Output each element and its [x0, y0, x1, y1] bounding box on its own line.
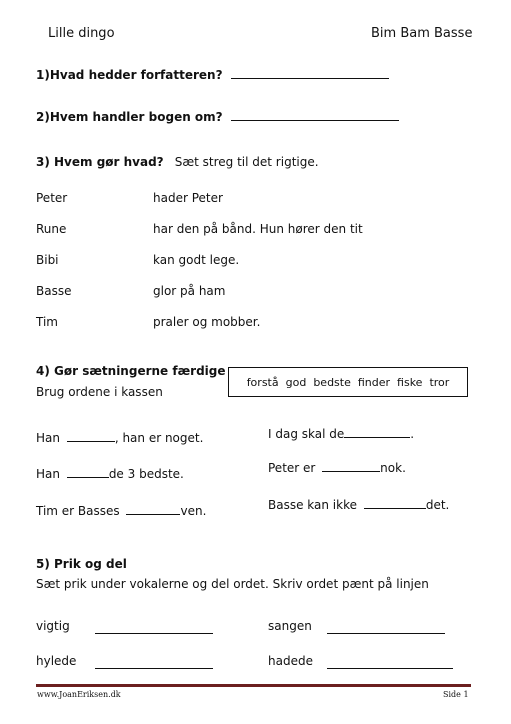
blank-line: [67, 467, 109, 478]
sentence-text: Tim er Basses: [36, 504, 120, 518]
footer-website: www.JoanEriksen.dk: [37, 690, 121, 699]
sentence-text: Han: [36, 467, 60, 481]
sentence-right-1: [268, 427, 414, 441]
blank-line: [322, 461, 380, 472]
sentence-text: I dag skal de: [268, 427, 345, 441]
word-box-item: tror: [429, 375, 450, 389]
action-4: glor på ham: [153, 284, 226, 298]
action-5: praler og mobber.: [153, 315, 261, 329]
sentence-text: .: [410, 427, 415, 441]
word-box-item: fiske: [397, 375, 423, 389]
sentence-text: Peter er: [268, 461, 316, 475]
name-basse: Basse: [36, 284, 72, 298]
word-vigtig: vigtig: [36, 619, 70, 633]
blank-line: [126, 504, 180, 515]
sentence-left-3: [36, 504, 206, 518]
write-line: [95, 654, 213, 673]
word-sangen: sangen: [268, 619, 312, 633]
name-rune: Rune: [36, 222, 67, 236]
question-1-text: 1)Hvad hedder forfatteren?: [36, 68, 223, 82]
sentence-left-2: [36, 467, 184, 481]
blank-line: [67, 431, 115, 442]
sentence-text: Han: [36, 431, 60, 445]
header-title-right: Bim Bam Basse: [371, 26, 473, 41]
question-5-instruction: Sæt prik under vokalerne og del ordet. Skriv ordet pænt på linjen: [36, 577, 429, 591]
question-5-title: 5) Prik og del: [36, 557, 127, 571]
word-box-item: bedste: [313, 375, 351, 389]
name-peter: Peter: [36, 191, 68, 205]
write-line: [327, 654, 453, 673]
sentence-text: det.: [425, 498, 450, 512]
blank-line: [344, 427, 410, 438]
word-hadede: hadede: [268, 654, 313, 668]
word-box-item: finder: [357, 375, 391, 389]
action-3: kan godt lege.: [153, 253, 240, 267]
word-box: [228, 367, 468, 397]
question-3-instruction: Sæt streg til det rigtige.: [174, 155, 319, 169]
word-hylede: hylede: [36, 654, 77, 668]
blank-line: [364, 498, 426, 509]
sentence-text: Basse kan ikke: [268, 498, 357, 512]
footer-page-number: Side 1: [443, 690, 469, 699]
action-1: hader Peter: [153, 191, 223, 205]
answer-line-2: [231, 110, 399, 121]
sentence-text: , han er noget.: [114, 431, 204, 445]
header-title-left: Lille dingo: [48, 26, 115, 41]
question-4-title: 4) Gør sætningerne færdige: [36, 364, 226, 378]
sentence-text: ven.: [180, 504, 207, 518]
sentence-text: de 3 bedste.: [108, 467, 184, 481]
question-2: [36, 110, 399, 124]
name-bibi: Bibi: [36, 253, 59, 267]
word-box-item: forstå: [246, 375, 279, 389]
name-tim: Tim: [36, 315, 58, 329]
question-3-heading: [36, 151, 319, 170]
question-4-instruction: Brug ordene i kassen: [36, 385, 163, 399]
word-box-item: god: [285, 375, 307, 389]
question-3-title: 3) Hvem gør hvad?: [36, 155, 164, 169]
question-1: [36, 68, 389, 82]
sentence-text: nok.: [380, 461, 406, 475]
answer-line-1: [231, 68, 389, 79]
write-line: [95, 619, 213, 638]
sentence-right-3: [268, 498, 449, 512]
sentence-left-1: [36, 431, 203, 445]
footer-divider: [36, 684, 471, 687]
write-line: [327, 619, 445, 638]
question-2-text: 2)Hvem handler bogen om?: [36, 110, 223, 124]
sentence-right-2: [268, 461, 406, 475]
action-2: har den på bånd. Hun hører den tit: [153, 222, 363, 236]
